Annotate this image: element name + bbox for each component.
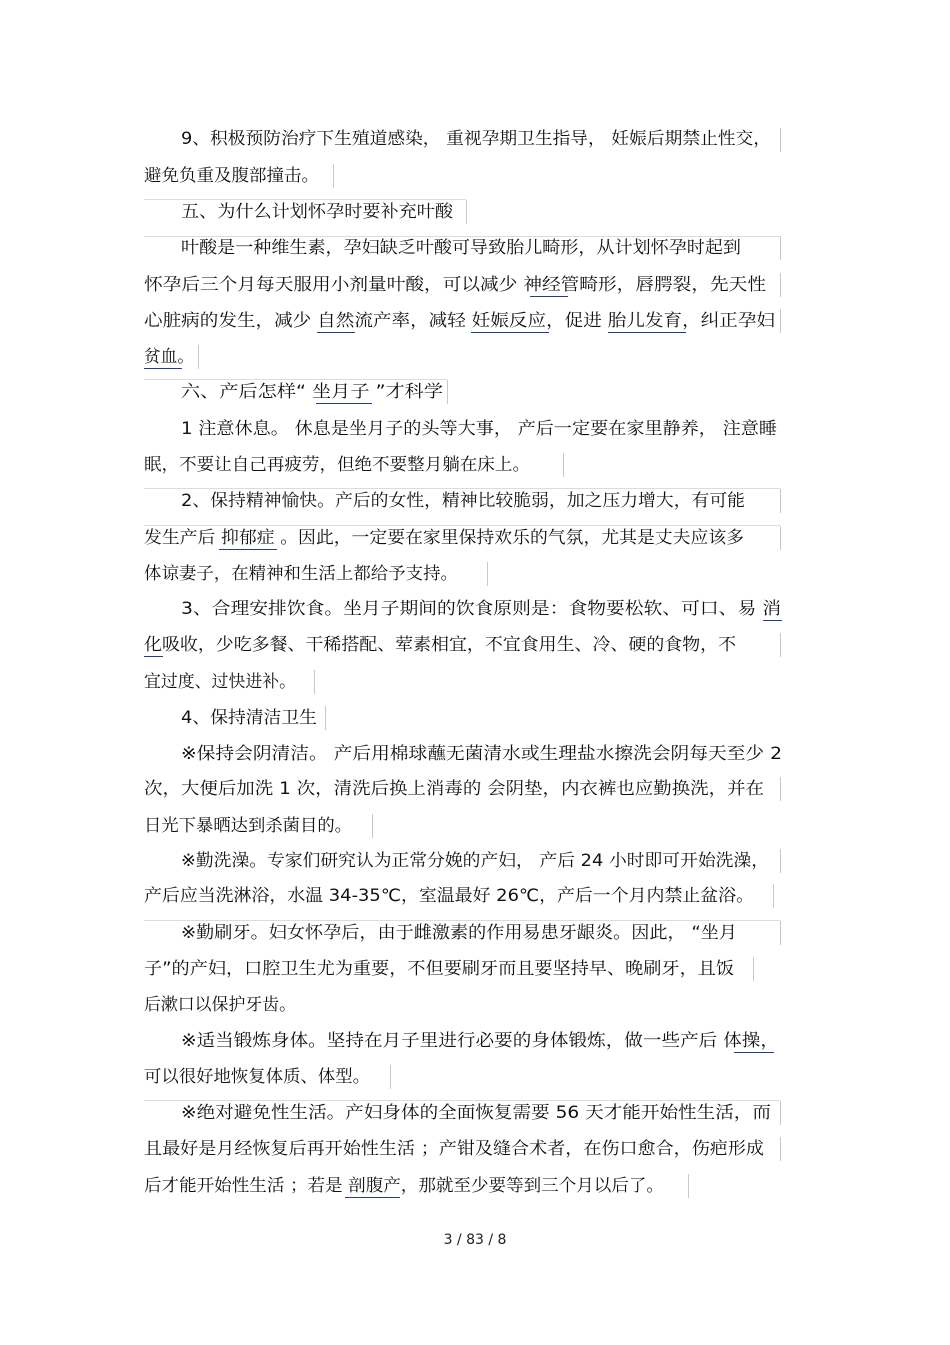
line-rule [144,236,780,237]
line-end-mark [333,164,334,188]
line-end-mark [487,562,488,586]
line-end-mark [466,200,467,224]
line-end-mark [780,526,781,550]
line-end-mark [780,128,781,152]
text-line: ※保持会阴清洁。 产后用棉球蘸无菌清水或生理盐水擦洗会阴每天至少 2 [181,744,783,764]
term-underline [471,332,549,333]
term-underline [316,403,372,404]
line-end-mark [780,849,781,873]
line-rule [144,488,780,489]
term-underline [345,1197,400,1198]
term-underline [317,332,355,333]
subsection-heading: 4、保持清洁卫生 [181,708,317,728]
text-line: 产后应当洗淋浴，水温 34-35℃，室温最好 26℃，产后一个月内禁止盆浴。 [144,886,755,906]
section-heading: 六、产后怎样“ 坐月子 ”才科学 [181,382,444,402]
term-underline [219,549,277,550]
line-rule [144,525,780,526]
text-line: 2、保持精神愉快。产后的女性，精神比较脆弱，加之压力增大，有可能 [181,491,746,511]
line-end-mark [780,777,781,801]
text-line: 眠，不要让自己再疲劳，但绝不要整月躺在床上。 [144,455,531,475]
text-line: ※绝对避免性生活。产妇身体的全面恢复需要 56 天才能开始性生活，而 [181,1103,771,1123]
term-underline [608,332,686,333]
line-end-mark [325,706,326,730]
term-underline [530,296,568,297]
line-rule [144,1100,780,1101]
term-underline [763,620,782,621]
line-end-mark [780,633,781,657]
term-underline [144,656,163,657]
line-end-mark [780,921,781,945]
line-end-mark [780,309,781,333]
line-end-mark [688,1174,689,1198]
line-end-mark [390,1065,391,1089]
line-end-mark [372,814,373,838]
text-line: 化吸收，少吃多餐、干稀搭配、荤素相宜，不宜食用生、冷、硬的食物，不 [144,635,737,655]
text-line: 后才能开始性生活 ；若是 剖腹产，那就至少要等到三个月以后了。 [144,1176,664,1196]
line-rule [144,199,466,200]
section-heading: 五、为什么计划怀孕时要补充叶酸 [181,202,454,222]
line-end-mark [780,236,781,260]
text-line: 心脏病的发生，减少 自然流产率，减轻 妊娠反应，促进 胎儿发育，纠正孕妇 [144,311,776,331]
text-line: 3、合理安排饮食。坐月子期间的饮食原则是：食物要松软、可口、易 消 [181,599,781,619]
text-line: 发生产后 抑郁症 。因此，一定要在家里保持欢乐的气氛，尤其是丈夫应该多 [144,528,745,548]
text-line: 避免负重及腹部撞击。 [144,166,319,186]
text-line: 日光下暴晒达到杀菌目的。 [144,816,352,836]
line-end-mark [198,345,199,369]
text-line: 贫血。 [144,347,195,367]
line-end-mark [447,380,448,404]
line-end-mark [753,957,754,981]
text-line: 后漱口以保护牙齿。 [144,995,297,1015]
line-end-mark [773,884,774,908]
text-line: 且最好是月经恢复后再开始性生活 ；产钳及缝合术者，在伤口愈合，伤疤形成 [144,1139,764,1159]
text-line: 叶酸是一种维生素，孕妇缺乏叶酸可导致胎儿畸形，从计划怀孕时起到 [181,238,741,258]
line-rule [144,379,447,380]
line-end-mark [314,670,315,694]
text-line: ※适当锻炼身体。坚持在月子里进行必要的身体锻炼，做一些产后 体操， [181,1031,779,1051]
text-line: 次，大便后加洗 1 次，清洗后换上消毒的 会阴垫，内衣裤也应勤换洗，并在 [144,779,765,799]
line-rule [144,920,780,921]
text-line: ※勤洗澡。专家们研究认为正常分娩的产妇， 产后 24 小时即可开始洗澡， [181,851,770,871]
term-underline [144,368,182,369]
text-line: 9、积极预防治疗下生殖道感染， 重视孕期卫生指导， 妊娠后期禁止性交， [181,129,772,149]
text-line: ※勤刷牙。妇女怀孕后，由于雌激素的作用易患牙龈炎。因此， “坐月 [181,923,737,943]
text-line: 可以很好地恢复体质、体型。 [144,1067,370,1087]
line-end-mark [780,489,781,513]
page-number: 3 / 83 / 8 [443,1232,507,1248]
line-end-mark [563,453,564,477]
line-end-mark [780,1137,781,1161]
line-end-mark [780,273,781,297]
text-line: 怀孕后三个月每天服用小剂量叶酸，可以减少 神经管畸形，唇腭裂，先天性 [144,275,767,295]
term-underline [734,1052,774,1053]
text-line: 体谅妻子，在精神和生活上都给予支持。 [144,564,458,584]
line-end-mark [780,1101,781,1125]
text-line: 子”的产妇，口腔卫生尤为重要，不但要刷牙而且要坚持早、晚刷牙，且饭 [144,959,735,979]
text-line: 宜过度、过快进补。 [144,672,297,692]
text-line: 1 注意休息。 休息是坐月子的头等大事， 产后一定要在家里静养， 注意睡 [181,419,778,439]
